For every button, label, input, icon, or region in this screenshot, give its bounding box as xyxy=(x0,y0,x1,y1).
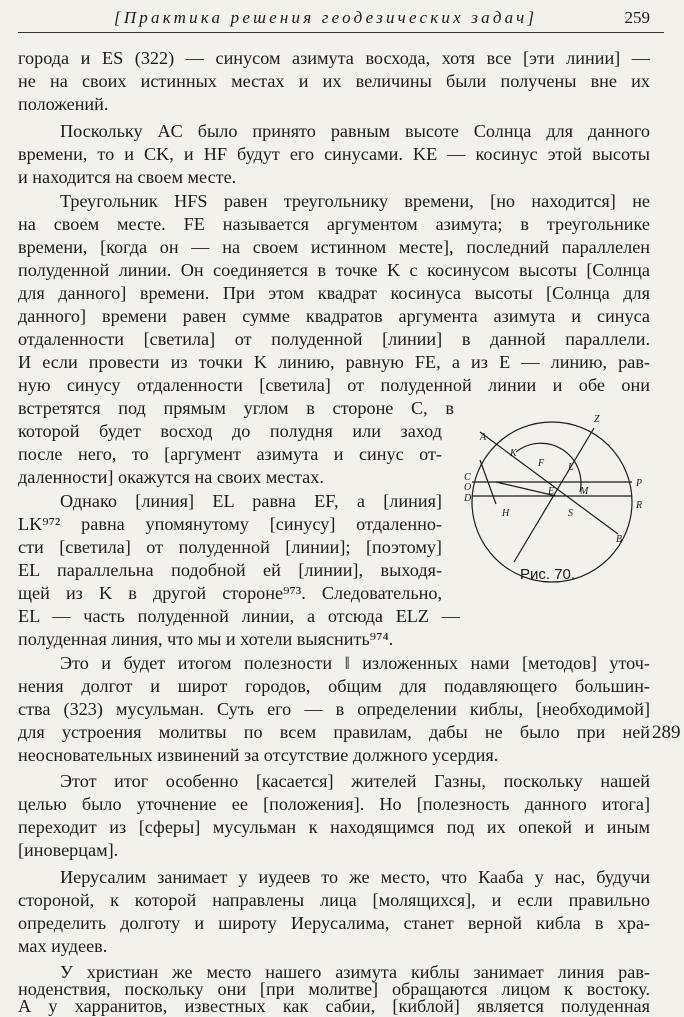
text-line: данного] времени равен сумме квадратов аргумента азимута и синуса xyxy=(18,306,650,326)
figure-caption: Рис. 70. xyxy=(520,566,576,583)
text-line: переходит из [сферы] мусульман к находящимся под их опекой и иным xyxy=(18,817,650,837)
text-line: EL параллельна подобной ей [линии], выходя- xyxy=(18,560,442,580)
text-line: полуденная линия, что мы и хотели выяснить⁹⁷⁴. xyxy=(18,629,394,649)
text-line: Иерусалим занимает у иудеев то же место, что Кааба у нас, будучи xyxy=(60,867,650,887)
text-line: определить долготу и широту Иерусалима, станет верной кибла в хра- xyxy=(18,913,650,933)
label-F: F xyxy=(538,458,545,469)
text-line: и находится на своем месте. xyxy=(18,167,237,187)
text-line: сти [светила] от полуденной [линии]; [поэтому] xyxy=(18,537,442,557)
label-P: P xyxy=(636,478,643,489)
label-B: B xyxy=(616,534,623,545)
running-header xyxy=(18,6,664,33)
text-line: LK⁹⁷² равна упомянутому [синусу] отдаленно- xyxy=(18,514,442,534)
text-line: времени, то и CK, и HF будут его синусами. KE — косинус этой высоты xyxy=(18,144,650,164)
text-line: на своем месте. FE называется аргументом азимута; в треугольнике xyxy=(18,214,650,234)
text-line: после него, то [аргумент азимута и синус от- xyxy=(18,444,442,464)
text-line: города и ES (322) — синусом азимута восхода, хотя все [эти линии] — xyxy=(18,48,650,68)
text-line: стороной, к которой направлены лица [молящихся], и если правильно xyxy=(18,890,650,910)
label-E: E xyxy=(548,486,555,497)
page-number: 259 xyxy=(624,8,650,27)
label-C: C xyxy=(464,472,471,483)
text-line: Однако [линия] EL равна EF, а [линия] xyxy=(60,491,442,511)
text-line: не на своих истинных местах и их величины были получены вне их xyxy=(18,71,650,91)
line-KE xyxy=(496,482,556,496)
text-line: даленности] окажутся на своих местах. xyxy=(18,467,324,487)
text-line: Этот итог особенно [касается] жителей Газны, поскольку нашей xyxy=(60,771,650,791)
text-line: встретятся под прямым углом в стороне C, в xyxy=(18,398,454,418)
label-D: D xyxy=(464,493,472,504)
margin-page-number: 289 xyxy=(652,722,681,743)
text-line: отдаленности [светила] от полуденной [линии] в данной параллели. xyxy=(18,329,650,349)
text-line: [иноверцам]. xyxy=(18,840,119,860)
label-R: R xyxy=(636,500,643,511)
text-line: У христиан же место нашего азимута киблы занимает линия рав- xyxy=(60,962,650,982)
label-M: M xyxy=(580,486,589,497)
text-line: для устроения молитвы по всем правилам, дабы не было при ней xyxy=(18,722,650,742)
text-line: ноденствия, поскольку они [при молитве] обращаются лицом к востоку. xyxy=(18,979,650,999)
text-line: для данного] времени. При этом квадрат косинуса высоты [Солнца для xyxy=(18,283,650,303)
circle xyxy=(472,422,632,582)
text-line: времени, [когда он — на своем истинном месте], последний параллелен xyxy=(18,237,650,257)
text-line: щей из K в другой стороне⁹⁷³. Следовательно, xyxy=(18,583,442,603)
running-title: [Практика решения геодезических задач] xyxy=(114,8,538,27)
label-H: H xyxy=(502,508,510,519)
text-line: И если провести из точки K линию, равную FE, а из E — линию, рав- xyxy=(18,352,650,372)
text-line: полуденной линии. Он соединяется в точке K с косинусом высоты [Солнца xyxy=(18,260,650,280)
text-line: положений. xyxy=(18,94,109,114)
text-line: ства (323) мусульман. Суть его — в определении киблы, [необходимой] xyxy=(18,699,650,719)
label-O: O xyxy=(464,482,472,493)
text-line: нения долгот и широт городов, общим для подавляющего большин- xyxy=(18,676,650,696)
label-A: A xyxy=(480,432,487,443)
label-L: L xyxy=(568,462,574,473)
text-line: которой будет восход до полудня или заход xyxy=(18,421,442,441)
label-K: K xyxy=(510,448,517,459)
text-line: неосновательных извинений за отсутствие должного усердия. xyxy=(18,745,499,765)
label-Z: Z xyxy=(594,414,600,425)
text-line: целью было уточнение ее [положения]. Но [полезность данного итога] xyxy=(18,794,650,814)
text-line: А у харранитов, известных как сабии, [киблой] является полуденная xyxy=(18,996,650,1016)
text-line: Поскольку AC было принято равным высоте Солнца для данного xyxy=(60,121,650,141)
text-line: Это и будет итогом полезности ‖ изложенных нами [методов] уточ- xyxy=(60,653,650,673)
text-line: Треугольник HFS равен треугольнику времени, [но находится] не xyxy=(60,191,650,211)
text-line: ную синусу отдаленности [светила] от полуденной линии и обе они xyxy=(18,375,650,395)
text-line: EL — часть полуденной линии, а отсюда ELZ — xyxy=(18,606,460,626)
text-line: мах иудеев. xyxy=(18,936,108,956)
label-S: S xyxy=(568,508,573,519)
